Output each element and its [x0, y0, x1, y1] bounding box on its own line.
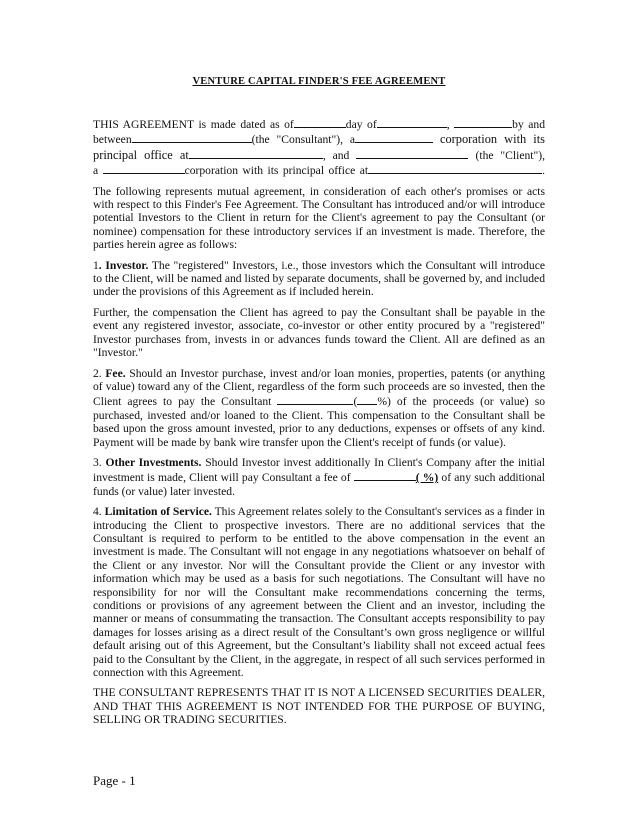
- further-paragraph: Further, the compensation the Client has agreed to pay the Consultant shall be payable in the event any registered investor, associate, co-investor or other entity procured by a "registered" Investor purchases from, invests in or advances funds toward the Client. All are defined as an "Investor.": [93, 305, 545, 360]
- securities-disclaimer: THE CONSULTANT REPRESENTS THAT IT IS NOT A LICENSED SECURITIES DEALER, AND THAT THIS AGREEMENT IS NOT INTENDED FOR THE PURPOSE OF BUYING, SELLING OR TRADING SECURITIES.: [93, 686, 545, 727]
- page-number: Page - 1: [93, 773, 136, 788]
- blank-year[interactable]: [454, 116, 512, 128]
- intro-line-3: principal office at , and (the "Client"),: [93, 147, 545, 162]
- section-3-other-investments: 3. Other Investments. Should Investor invest additionally In Client's Company after the initial investment is made, Client will pay Consultant a fee of ( %) of any such additional funds (or value) later invested.: [93, 455, 546, 498]
- section-2-fee: 2. Fee. Should an Investor purchase, invest and/or loan monies, properties, patents (or anything of value) toward any of the Client, regardless of the form such proceeds are so invested, then the Client agrees to pay the Consultant ( %) of the proceeds (or value) so purchased, invested and/or loaned to the Client. This compensation to the Consultant shall be based upon the gross amount invested, prior to any deductions, expenses or offsets of any kind. Payment will be made by bank wire transfer upon the Client's receipt of funds (or value).: [93, 366, 545, 449]
- document-title: VENTURE CAPITAL FINDER'S FEE AGREEMENT: [192, 76, 446, 87]
- blank-fee-words[interactable]: [277, 393, 353, 405]
- blank-date[interactable]: [294, 116, 346, 128]
- document-body: [93, 116, 545, 734]
- blank-fee-percent[interactable]: [357, 393, 377, 405]
- section-1-heading: . Investor.: [98, 258, 149, 272]
- blank-consultant-name[interactable]: [132, 131, 252, 143]
- intro-line-2: between (the "Consultant"), a corporation with its: [93, 132, 546, 147]
- blank-additional-fee[interactable]: [354, 469, 416, 481]
- section-4-limitation: 4. Limitation of Service. This Agreement relates solely to the Consultant's services as a finder in introducing the Client to prospective investors. There are no additional services that the Consultant is required to perform to be entitled to the above compensation in the event an investment is made. The Consultant will not engage in any negotiations whatsoever on behalf of the Client or any investor. Nor will the Consultant provide the Client or any investor with information which may be used as a basis for such negotiations. The Consultant will have no responsibility for nor will the Consultant make recommendations concerning the terms, conditions or provisions of any agreement between the Client and an investor, including the manner or means of consummating the transaction. The Consultant accepts responsibility to pay damages for losses arising as a direct result of the Consultant’s own gross negligence or willful default arising out of this Agreement, but the Consultant’s liability shall not exceed actual fees paid to the Consultant by the Client, in the aggregate, in respect of all such services performed in connection with this Agreement.: [93, 505, 545, 680]
- intro-line-1: THIS AGREEMENT is made dated as of day of , by and: [93, 118, 546, 131]
- intro-line-4: a corporation with its principal office at .: [93, 164, 545, 178]
- section-4-heading: Limitation of Service.: [104, 505, 212, 519]
- intro-block: [93, 116, 545, 178]
- blank-month[interactable]: [377, 116, 447, 128]
- blank-client-state[interactable]: [103, 162, 185, 174]
- additional-fee-percent: ( %): [415, 471, 439, 485]
- blank-client-name[interactable]: [356, 147, 468, 159]
- section-2-heading: Fee.: [105, 366, 126, 380]
- section-1-investor: 1. Investor. The "registered" Investors, i.e., those investors which the Consultant will introduce to the Client, will be named and listed by separate documents, shall be governed by, and included under the provisions of this Agreement as if included herein.: [93, 258, 545, 299]
- preamble-paragraph: The following represents mutual agreement, in consideration of each other's promises or acts with respect to this Finder's Fee Agreement. The Consultant has introduced and/or will introduce potential Investors to the Client in return for the Client's agreement to pay the Consultant (or nominee) compensation for these introductory services if an investment is made. Therefore, the parties herein agree as follows:: [93, 184, 545, 252]
- blank-consultant-address[interactable]: [189, 147, 323, 159]
- blank-client-address[interactable]: [368, 162, 542, 174]
- section-3-heading: Other Investments.: [105, 455, 202, 469]
- blank-consultant-state[interactable]: [355, 131, 433, 143]
